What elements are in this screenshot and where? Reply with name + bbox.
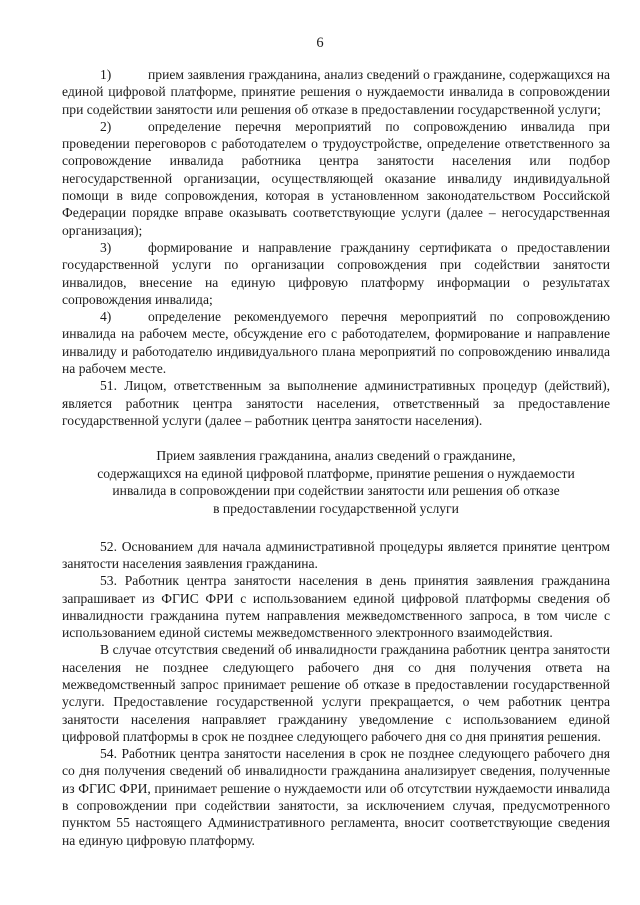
list-item — [62, 66, 610, 118]
page-number: 6 — [316, 35, 324, 51]
paragraph-54: 54. Работник центра занятости населения в срок не позднее следующего рабочего дня со дня получения сведений об инвалидности гражданина анализирует сведения, полученные из ФГИС ФРИ, принимает решение о нуждаемости или об отсутствии нуждаемости инвалида в сопровождении при содействии занятости, за исключением случая, предусмотренного пунктом 55 настоящего Административного регламента, вносит соответствующие сведения на единую цифровую платформу. — [62, 746, 610, 848]
section-heading-line: в предоставлении государственной услуги — [213, 501, 459, 517]
section-heading-line: Прием заявления гражданина, анализ сведений о гражданине, — [156, 448, 516, 464]
list-item — [62, 239, 610, 308]
list-item-text: формирование и направление гражданину сертификата о предоставлении государственной услуги по организации сопровождения при содействии занятости инвалидов, внесение на единую цифровую платформу информации о результатах сопровождения инвалида; — [62, 239, 610, 307]
section-heading — [62, 447, 610, 517]
paragraph-53: 53. Работник центра занятости населения в день принятия заявления гражданина запрашивает из ФГИС ФРИ с использованием единой цифровой платформы сведения об инвалидности гражданина путем направления межведомственного запроса, в том числе с использованием единой системы межведомственного электронного взаимодействия. — [62, 573, 610, 641]
list-item-number: 3) — [100, 239, 112, 255]
section-heading-line: содержащихся на единой цифровой платформе, принятие решения о нуждаемости — [97, 465, 575, 481]
list-item — [62, 118, 610, 239]
paragraph-51: 51. Лицом, ответственным за выполнение административных процедур (действий), является работник центра занятости населения, ответственный за предоставление государственной услуги (далее – работник центра занятости населения). — [62, 378, 610, 428]
list-item-number: 4) — [100, 309, 112, 325]
list-item-text: прием заявления гражданина, анализ сведений о гражданине, содержащихся на единой цифровой платформе, принятие решения о нуждаемости инвалида в сопровождении при содействии занятости или решения об отказе в предоставлении государственной услуги; — [62, 67, 610, 117]
list-item-text: определение рекомендуемого перечня мероприятий по сопровождению инвалида на рабочем месте, обсуждение его с работодателем, формирование и направление инвалиду и работодателю индивидуального плана мероприятий по сопровождению инвалида на рабочем месте. — [62, 309, 610, 377]
paragraph-52: 52. Основанием для начала административной процедуры является принятие центром занятости населения заявления гражданина. — [62, 538, 610, 571]
section-heading-line: инвалида в сопровождении при содействии занятости или решения об отказе — [112, 483, 560, 499]
list-item-number: 2) — [100, 118, 112, 134]
paragraph-53-continuation: В случае отсутствия сведений об инвалидности гражданина работник центра занятости населения не позднее следующего рабочего дня со дня получения ответа на межведомственный запрос принимает решение об отказе в предоставлении государственной услуги. Предоставление государственной услуги прекращается, о чем работник центра занятости населения направляет гражданину уведомление с использованием единой цифровой платформы в срок не позднее следующего рабочего дня со дня принятия решения. — [62, 642, 610, 744]
list-item-text: определение перечня мероприятий по сопровождению инвалида при проведении переговоров с работодателем о трудоустройстве, определение ответственного за сопровождение инвалида работника центра занятости населения или подбор негосударственной организации, осуществляющей оказание инвалиду индивидуальной помощи в виде сопровождения, которая в установленном законодательством Российской Федерации порядке вправе оказывать соответствующие услуги (далее – негосударственная организация); — [62, 118, 610, 238]
document-body — [62, 66, 610, 849]
list-item-number: 1) — [100, 67, 112, 82]
list-item — [62, 308, 610, 377]
